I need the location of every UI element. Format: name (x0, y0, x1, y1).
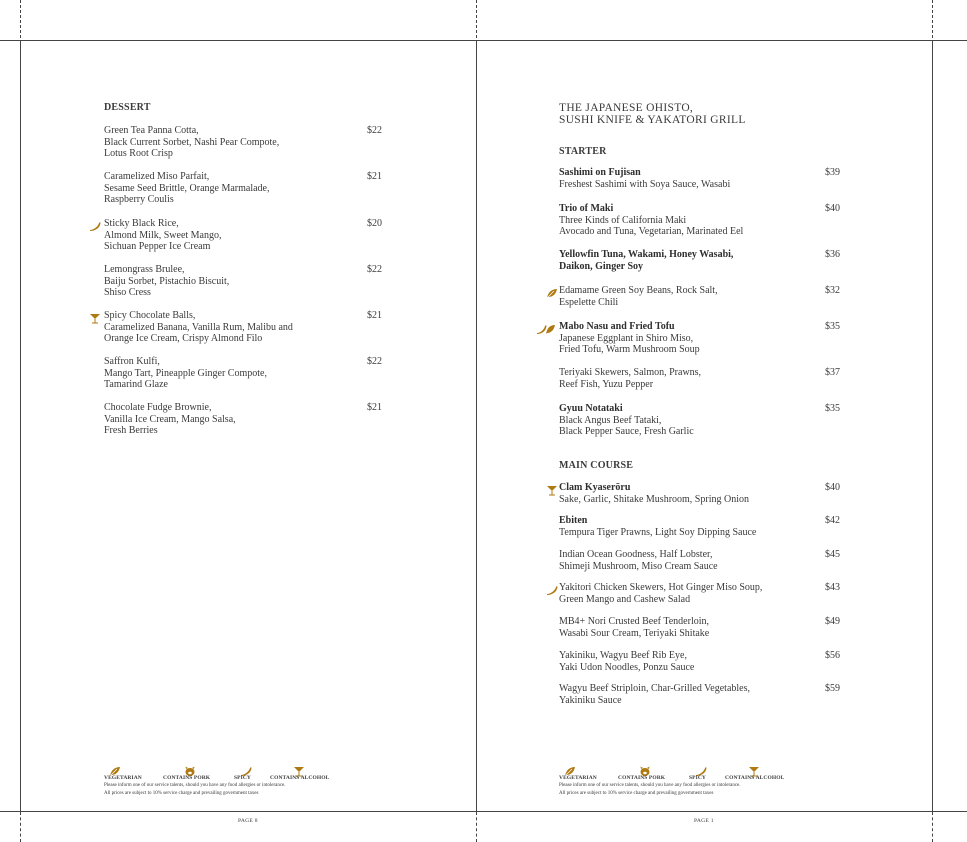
menu-item-description: Freshest Sashimi with Soya Sauce, Wasabi (559, 178, 731, 190)
menu-item-price: $21 (367, 310, 382, 321)
cocktail-glass-icon (293, 764, 304, 774)
restaurant-title-line-2: SUSHI KNIFE & YAKATORI GRILL (559, 114, 746, 126)
fine-print-allergy: Please inform one of our service talents, should you have any food allergies or intolerance. (559, 783, 741, 788)
menu-item-description: Sesame Seed Brittle, Orange Marmalade, (104, 182, 270, 194)
menu-item (559, 249, 733, 272)
menu-item-name: Sashimi on Fujisan (559, 167, 641, 178)
chili-icon (89, 219, 101, 230)
menu-item-description: Chocolate Fudge Brownie, (104, 402, 212, 413)
menu-item-description: Fried Tofu, Warm Mushroom Soup (559, 344, 700, 356)
leaf-icon (109, 764, 120, 774)
menu-item (559, 367, 701, 390)
menu-item (104, 218, 222, 253)
legend-vegetarian-label: VEGETARIAN (559, 775, 597, 781)
chili-icon (695, 764, 706, 774)
legend-pork-label: CONTAINS PORK (618, 775, 666, 781)
menu-item-description: Tempura Tiger Prawns, Light Soy Dipping Sauce (559, 526, 757, 538)
menu-item-name: Mabo Nasu and Fried Tofu (559, 321, 675, 332)
cocktail-glass-icon (89, 311, 101, 322)
menu-item-price: $35 (825, 403, 840, 414)
menu-item-description: Black Current Sorbet, Nashi Pear Compote, (104, 136, 280, 148)
fine-print-allergy: Please inform one of our service talents, should you have any food allergies or intolerance. (104, 783, 286, 788)
menu-item-price: $21 (367, 171, 382, 182)
menu-item-price: $37 (825, 367, 840, 378)
menu-item-description: Fresh Berries (104, 425, 158, 437)
pig-icon (639, 764, 650, 774)
menu-item-name: Trio of Maki (559, 203, 614, 214)
cocktail-glass-icon (748, 764, 759, 774)
menu-item (104, 310, 293, 345)
menu-item-description: Three Kinds of California Maki (559, 214, 687, 226)
menu-item-price: $40 (825, 203, 840, 214)
menu-item (559, 616, 709, 639)
restaurant-title-line-1: THE JAPANESE OHISTO, (559, 102, 694, 114)
menu-item-price: $40 (825, 482, 840, 493)
menu-item-name: Ebiten (559, 515, 588, 526)
menu-item-price: $35 (825, 321, 840, 332)
menu-item-description: Vanilla Ice Cream, Mango Salsa, (104, 413, 236, 425)
menu-item (559, 403, 694, 438)
menu-item-name: Gyuu Notataki (559, 403, 623, 414)
menu-item-description: Yakitori Chicken Skewers, Hot Ginger Miso Soup, (559, 582, 763, 593)
menu-item-description: Sichuan Pepper Ice Cream (104, 241, 211, 253)
menu-item-description: Lemongrass Brulee, (104, 264, 185, 275)
menu-item (559, 582, 762, 605)
menu-item-description: Shiso Cress (104, 287, 151, 299)
fine-print-service-charge: All prices are subject to 10% service charge and prevailing government taxes (104, 791, 259, 796)
legend-alcohol-label: CONTAINS ALCOHOL (270, 775, 330, 781)
menu-item-price: $42 (825, 515, 840, 526)
menu-item-price: $22 (367, 264, 382, 275)
menu-item-price: $56 (825, 650, 840, 661)
menu-item (559, 167, 730, 190)
chili-icon (240, 764, 251, 774)
cocktail-glass-icon (546, 483, 558, 494)
menu-item-description: Caramelized Banana, Vanilla Rum, Malibu and (104, 321, 293, 333)
menu-item (104, 125, 279, 160)
menu-item-description: Sticky Black Rice, (104, 218, 179, 229)
menu-item-description: Japanese Eggplant in Shiro Miso, (559, 332, 694, 344)
starter-section-title: STARTER (559, 146, 607, 157)
leaf-icon (546, 286, 558, 297)
menu-item-description: Sake, Garlic, Shitake Mushroom, Spring Onion (559, 493, 749, 505)
fine-print-service-charge: All prices are subject to 10% service charge and prevailing government taxes (559, 791, 714, 796)
menu-item-price: $36 (825, 249, 840, 260)
menu-item-description: Saffron Kulfi, (104, 356, 160, 367)
menu-item-description: Edamame Green Soy Beans, Rock Salt, (559, 285, 718, 296)
menu-item (559, 482, 749, 505)
pig-icon (184, 764, 195, 774)
menu-item (559, 285, 718, 308)
menu-item-description: Caramelized Miso Parfait, (104, 171, 210, 182)
menu-item-description: Spicy Chocolate Balls, (104, 310, 196, 321)
leaf-icon (564, 764, 575, 774)
fold-line-right-bottom (932, 812, 933, 842)
page-number: PAGE 8 (238, 818, 258, 824)
menu-item-price: $20 (367, 218, 382, 229)
menu-item-description: Green Mango and Cashew Salad (559, 593, 691, 605)
menu-item-description: Avocado and Tuna, Vegetarian, Marinated Eel (559, 226, 744, 238)
legend-spicy-label: SPICY (234, 775, 252, 781)
menu-item-description: Orange Ice Cream, Crispy Almond Filo (104, 333, 263, 345)
menu-item-name: Clam Kyaserōru (559, 482, 631, 493)
menu-item-name: Daikon, Ginger Soy (559, 260, 643, 272)
menu-item-description: Tamarind Glaze (104, 379, 168, 391)
chili-icon (546, 583, 558, 594)
menu-item-price: $32 (825, 285, 840, 296)
menu-item-price: $22 (367, 125, 382, 136)
menu-item-price: $21 (367, 402, 382, 413)
menu-item-price: $59 (825, 683, 840, 694)
menu-item-description: MB4+ Nori Crusted Beef Tenderloin, (559, 616, 710, 627)
menu-item (559, 683, 750, 706)
menu-item-description: Teriyaki Skewers, Salmon, Prawns, (559, 367, 702, 378)
menu-item-description: Black Angus Beef Tataki, (559, 414, 662, 426)
legend-pork-label: CONTAINS PORK (163, 775, 211, 781)
menu-item-price: $49 (825, 616, 840, 627)
right-page (476, 0, 932, 842)
legend-vegetarian-label: VEGETARIAN (104, 775, 142, 781)
menu-item-description: Raspberry Coulis (104, 194, 174, 206)
menu-item-description: Espelette Chili (559, 296, 619, 308)
menu-item-description: Green Tea Panna Cotta, (104, 125, 199, 136)
menu-item (559, 321, 700, 356)
chili-leaf-icon (536, 322, 556, 333)
menu-item-description: Almond Milk, Sweet Mango, (104, 229, 222, 241)
menu-item-price: $43 (825, 582, 840, 593)
menu-item-price: $45 (825, 549, 840, 560)
dessert-section-title: DESSERT (104, 102, 151, 113)
menu-item-name: Yellowfin Tuna, Wakami, Honey Wasabi, (559, 249, 734, 260)
menu-item (104, 402, 236, 437)
menu-item-description: Wagyu Beef Striploin, Char-Grilled Vegetables, (559, 683, 750, 694)
page-edge-right (932, 40, 933, 812)
menu-item (559, 203, 743, 238)
menu-item-description: Reef Fish, Yuzu Pepper (559, 378, 654, 390)
menu-item-description: Indian Ocean Goodness, Half Lobster, (559, 549, 713, 560)
menu-item-description: Wasabi Sour Cream, Teriyaki Shitake (559, 627, 710, 639)
menu-item (559, 650, 694, 673)
menu-item-price: $22 (367, 356, 382, 367)
menu-item (104, 356, 267, 391)
menu-item-price: $39 (825, 167, 840, 178)
menu-item-description: Baiju Sorbet, Pistachio Biscuit, (104, 275, 230, 287)
menu-item-description: Black Pepper Sauce, Fresh Garlic (559, 426, 694, 438)
menu-item-description: Mango Tart, Pineapple Ginger Compote, (104, 367, 267, 379)
fold-line-right (932, 0, 933, 38)
legend-spicy-label: SPICY (689, 775, 707, 781)
main-course-section-title: MAIN COURSE (559, 460, 634, 471)
menu-item (559, 515, 756, 538)
legend-alcohol-label: CONTAINS ALCOHOL (725, 775, 785, 781)
menu-item-description: Yaki Udon Noodles, Ponzu Sauce (559, 661, 695, 673)
menu-item (559, 549, 718, 572)
menu-item-description: Yakiniku, Wagyu Beef Rib Eye, (559, 650, 687, 661)
page-number: PAGE 1 (694, 818, 714, 824)
left-page (20, 0, 476, 842)
menu-item-description: Yakiniku Sauce (559, 694, 622, 706)
menu-item (104, 264, 229, 299)
menu-item (104, 171, 270, 206)
menu-item-description: Lotus Root Crisp (104, 148, 173, 160)
menu-item-description: Shimeji Mushroom, Miso Cream Sauce (559, 560, 718, 572)
